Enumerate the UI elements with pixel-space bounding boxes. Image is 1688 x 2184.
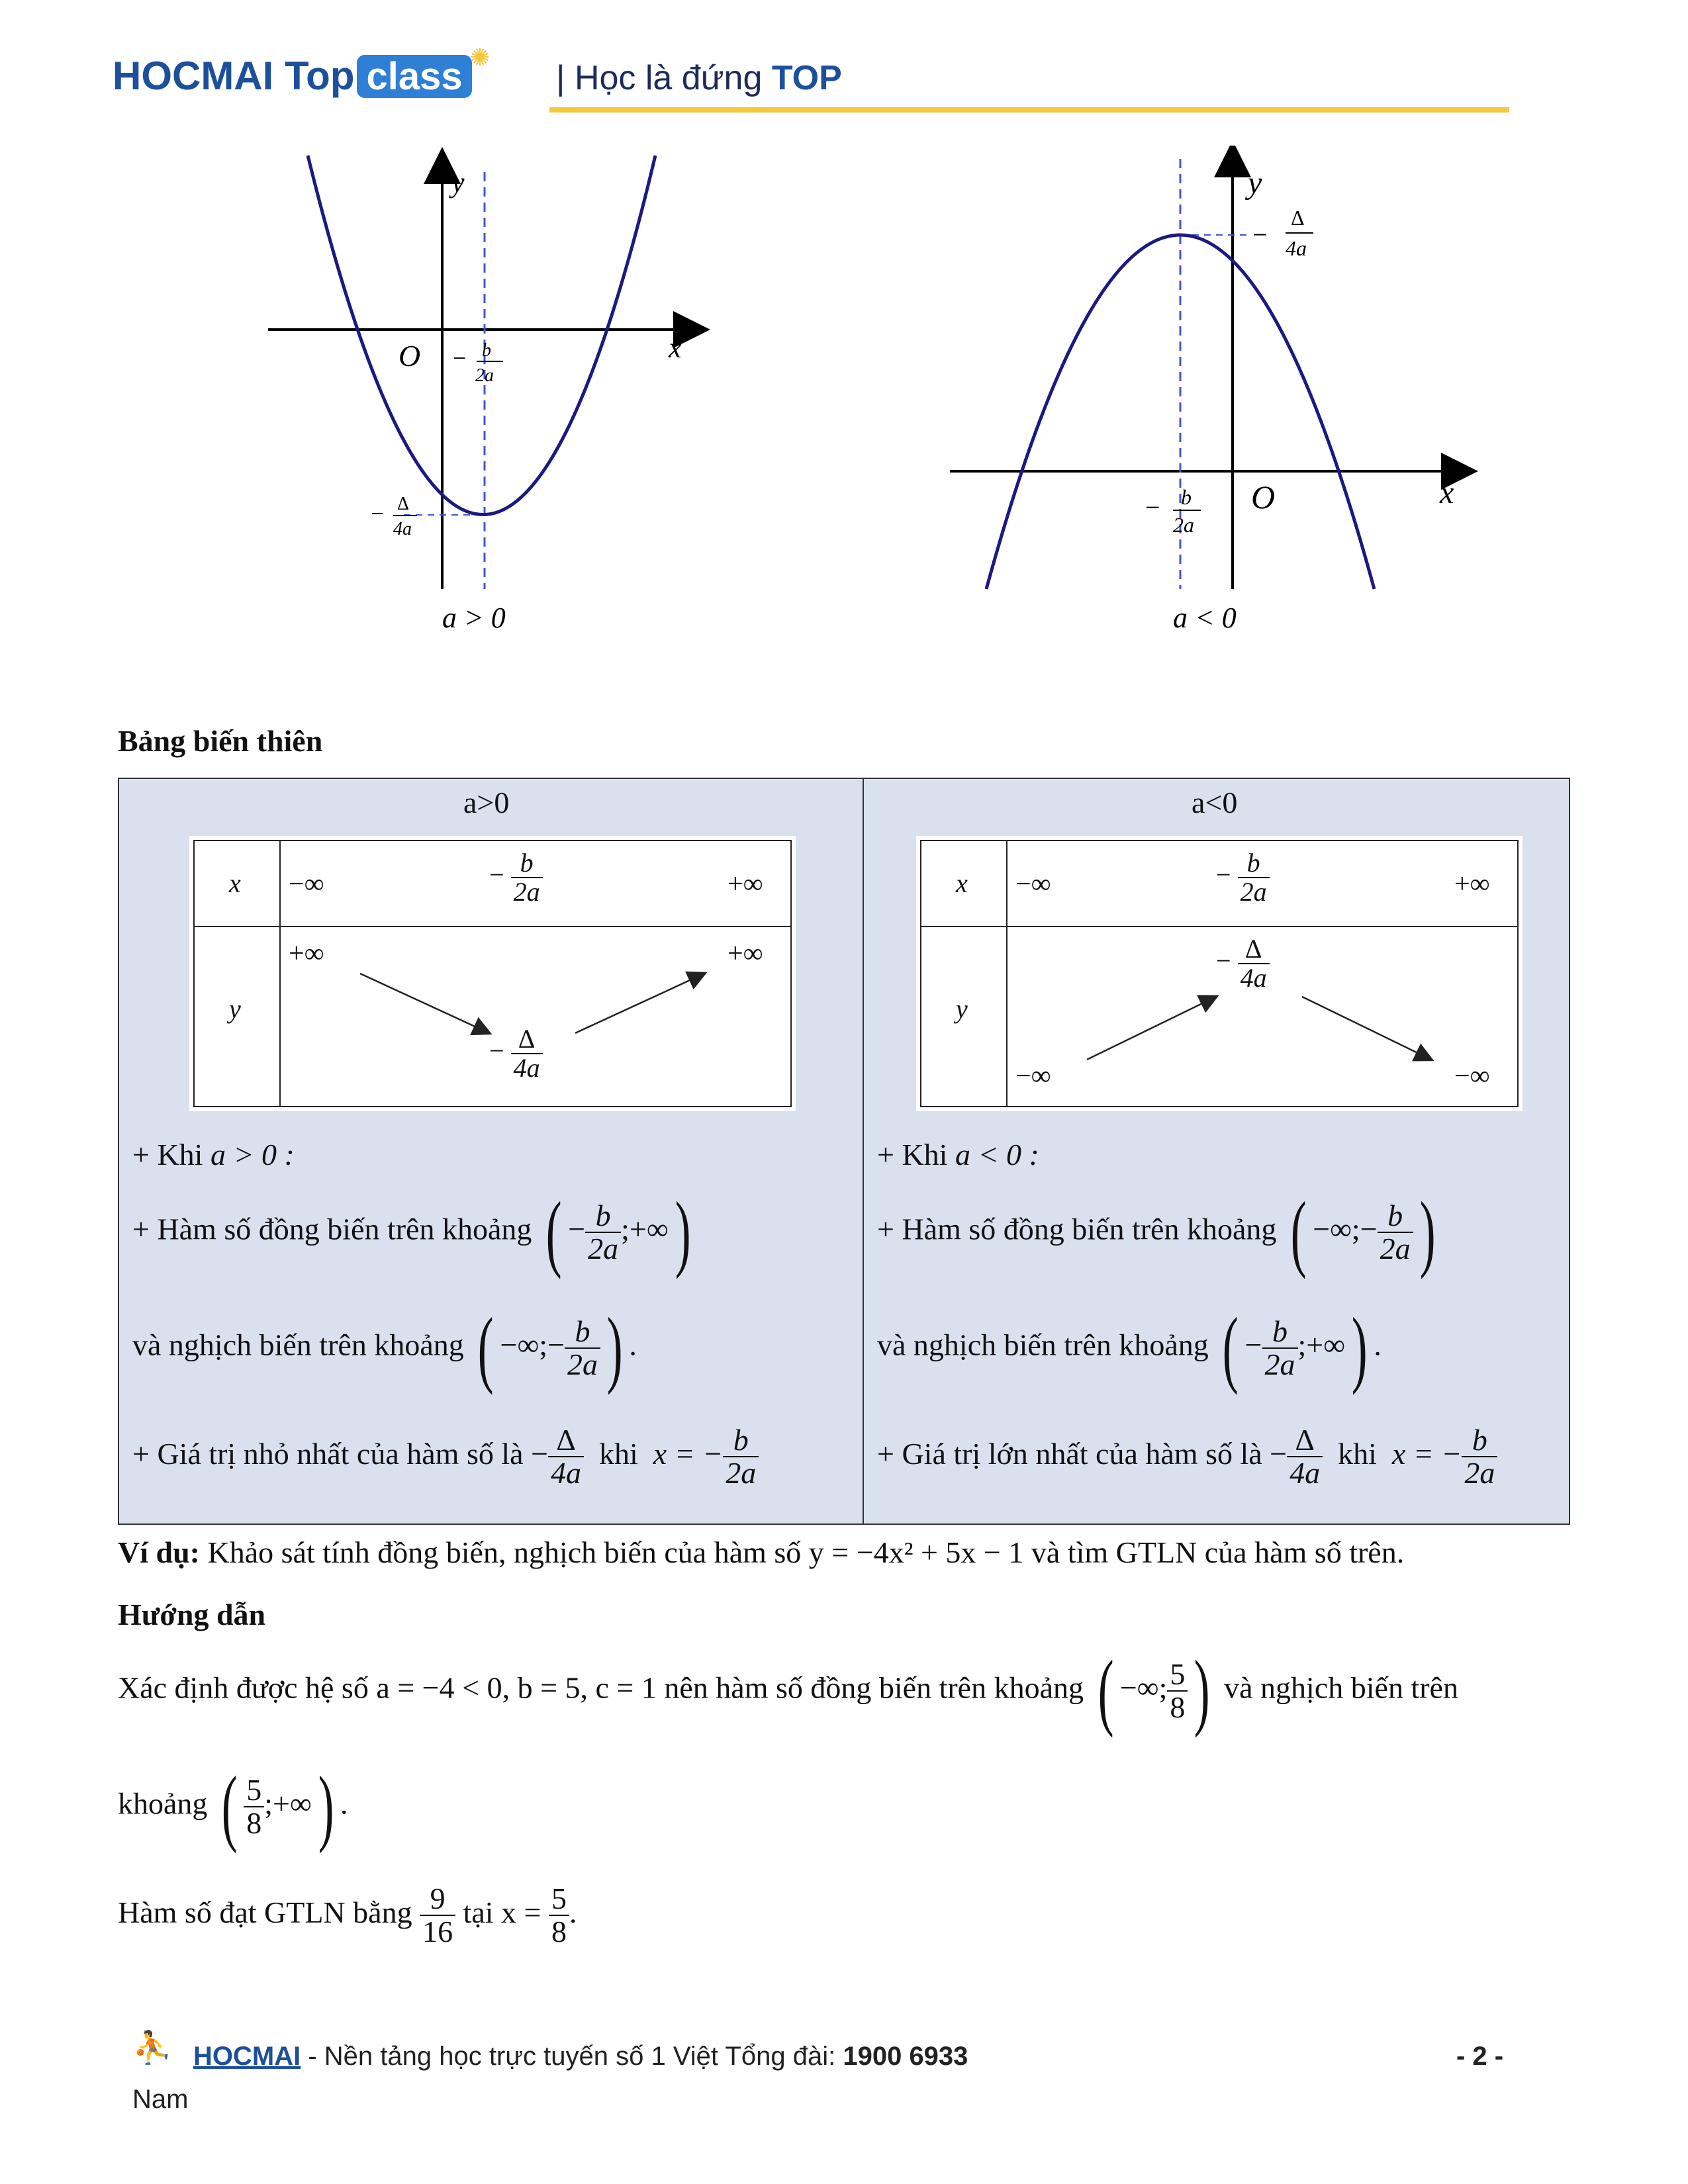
y-axis-label: y [1248,165,1262,201]
y-bot-left: −∞ [1015,1061,1051,1091]
vertex-y-den: 4a [393,519,412,539]
vertex-x-den: 2a [1173,513,1194,537]
logo-badge: class [357,55,471,98]
variation-table [118,778,1570,1525]
slogan: | Học là đứng TOP [556,59,842,97]
inner-table-right [920,840,1519,1107]
row-label-y: y [956,994,968,1024]
x-neg-inf: −∞ [289,869,324,899]
footer-brand-link[interactable]: HOCMAI [193,2042,301,2071]
sparkle-icon: ✺ [470,44,491,71]
vertex-y-minus: − [1252,220,1268,250]
arrow-down [1302,997,1431,1060]
guide-paragraph-1: Xác định được hệ số a = −4 < 0, b = 5, c = 1 nên hàm số đồng biến trên khoảng ( −∞; $\frac{5}{8}$ ) và nghịch biến trên [118,1643,1458,1739]
x-vertex: − $\frac{b}{2a}$ [1216,849,1270,906]
vertex-y-num: Δ [397,494,410,514]
origin-label: O [399,339,421,373]
x-neg-inf: −∞ [1015,869,1051,899]
origin-label: O [1251,478,1276,516]
arrows [195,841,790,1106]
arrow-up [575,974,704,1033]
increase-right: + Hàm số đồng biến trên khoảng ( −∞;− $\frac{b}{2a}$ ) [877,1185,1436,1280]
row-label-x: x [229,868,241,898]
header [113,46,1509,119]
row-label-x: x [956,868,968,898]
increase-left: + Hàm số đồng biến trên khoảng ( − $\frac{b}{2a}$ ;+∞) [132,1185,691,1280]
decrease-right: và nghịch biến trên khoảng ( − $\frac{b}{2a}$ ;+∞) . [877,1300,1382,1396]
inner-table-left [193,840,792,1107]
header-underline [549,107,1509,113]
footer-text: HOCMAI - Nền tảng học trực tuyến số 1 Việt Tổng đài: 1900 6933 [193,2042,968,2071]
section-title: Bảng biến thiên [118,724,323,758]
col-head-right: a<0 [1192,786,1238,819]
vertex-y-den: 4a [1286,236,1307,260]
vertex-y-num: Δ [1291,206,1305,230]
guide-paragraph-3: Hàm số đạt GTLN bằng $\frac{9}{16}$ tại x = $\frac{5}{8}$ . [118,1882,577,1949]
y-max: − $\frac{\Delta}{4a}$ [1216,935,1270,992]
vertex-x-num: b [1181,485,1192,509]
parabola-down-graph [933,146,1489,675]
vertex-x-num: b [482,340,491,361]
col-head-left: a>0 [463,786,510,819]
vertex-x-den: 2a [475,365,494,386]
x-pos-inf: +∞ [1454,869,1490,899]
graph-caption: a < 0 [1173,602,1237,634]
footer-tail: Nam [132,2085,189,2114]
x-pos-inf: +∞ [727,869,763,899]
y-bot-right: −∞ [1454,1061,1490,1091]
max-right: + Giá trị lớn nhất của hàm số là − $\frac{\Delta}{4a}$ khi x = − $\frac{b}{2a}$ [877,1424,1497,1490]
y-top-left: +∞ [289,938,324,969]
parabola-curve [308,156,655,515]
x-vertex: − $\frac{b}{2a}$ [489,849,543,906]
guide-paragraph-2: khoảng ( $\frac{5}{8}$ ;+∞) . [118,1759,348,1854]
arrow-down [360,974,489,1033]
guide-title: Hướng dẫn [118,1598,266,1631]
hocmai-logo-icon: ⛹ [132,2030,172,2066]
decrease-left: và nghịch biến trên khoảng ( −∞;− $\frac{b}{2a}$ ) . [132,1300,637,1396]
x-axis-label: x [669,332,682,364]
case-right: + Khi a < 0 : [877,1138,1039,1171]
arrow-up [1087,997,1216,1060]
page-number: - 2 - [1456,2042,1504,2071]
parabola-up-graph [252,146,715,675]
min-left: + Giá trị nhỏ nhất của hàm số là − $\frac{\Delta}{4a}$ khi x = − $\frac{b}{2a}$ [132,1424,759,1490]
example: Ví dụ: Khảo sát tính đồng biến, nghịch biến của hàm số y = −4x² + 5x − 1 và tìm GTLN của hàm số trên. [118,1535,1405,1569]
logo [113,44,491,99]
vertex-y-minus: − [371,500,385,527]
y-top-right: +∞ [727,938,763,969]
y-min: − $\frac{\Delta}{4a}$ [489,1025,543,1082]
row-label-y: y [229,994,241,1024]
table-divider [863,779,864,1524]
case-left: + Khi a > 0 : [132,1138,295,1171]
y-axis-label: y [451,166,465,199]
x-axis-label: x [1440,475,1454,510]
logo-main: HOCMAI Top [113,54,355,98]
vertex-x-minus: − [1145,492,1160,522]
graph-caption: a > 0 [442,602,506,634]
vertex-x-minus: − [453,345,467,371]
arrows [921,841,1517,1106]
